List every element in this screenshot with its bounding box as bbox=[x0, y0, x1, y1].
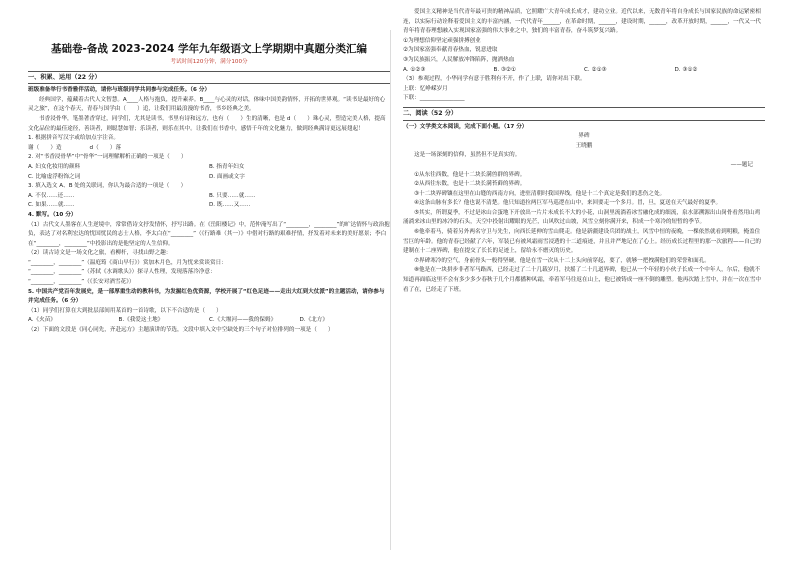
section-heading-1: 一、积累、运用（22 分） bbox=[28, 71, 390, 85]
option: B. 指青年妇女 bbox=[209, 163, 245, 170]
article-paragraph: ④这条山脉有多长？他也说不清楚。他只知道拉两巨军马巡逻在山中，来回要走一个多月。冒，旦，夏送在天气最好的夏季。 bbox=[414, 200, 722, 207]
question-4: 4. 默写。（10 分） bbox=[28, 211, 77, 218]
option-item: ②为国家富强奉献青春热血，锐意进取 bbox=[403, 47, 498, 54]
article-author: 王晓鹏 bbox=[575, 142, 593, 149]
question-1-items: 谢（ ）造 d（ ）落 bbox=[28, 144, 122, 151]
question-5-3: （3）参观过程，小华同学有意于胜利有不开，作了上联，请你对出下联。 bbox=[403, 76, 586, 83]
option: D. 面画或文字 bbox=[209, 173, 245, 180]
option: A. 不仅……还…… bbox=[28, 192, 75, 199]
article-paragraph: ②从西往东数，也是十二块长满苔藓的界碑。 bbox=[414, 181, 526, 188]
question-5-1: （1）同学们打算在大到批层部间用某首的一首诗歌，以下不合适的是（ ） bbox=[28, 307, 222, 314]
article-paragraph: ①从东往西数，他是十二块长满兽群的界碑。 bbox=[414, 171, 526, 178]
option: C.《大堰河——我的保姆》 bbox=[209, 317, 277, 324]
option: C. ②①③ bbox=[584, 66, 607, 73]
right-column bbox=[403, 8, 765, 295]
exam-meta: 考试时间120分钟，满分100分 bbox=[170, 59, 248, 65]
column-divider bbox=[390, 30, 391, 550]
passage-paragraph: 书香浸骨华，笔墨著香穿过，同学们，尤其是读书，书里有诗和远方，也有（ ）生的清晰，也是 d（ ）珠心灵，塑造完美人格，提高文化品位的最佳途径，善读者，则聪慧如智；乐读者，则乐在其中。让我们在书香中，感悟千年的文化魅力，做到经典满诗更远展翅起！ bbox=[28, 115, 386, 132]
question-1: 1. 根据拼音写汉字或给加点字注音。 bbox=[28, 135, 120, 142]
article-title: 界碑 bbox=[578, 133, 590, 140]
subsection-heading: （一）文学类文本阅读，完成下面小题。（17 分） bbox=[403, 123, 528, 130]
section-heading-2: 二、阅读（52 分） bbox=[403, 107, 765, 121]
passage-paragraph: 经典国学，蕴藏着古代人文智慧。A____人格与抱负，提升素养。B____与心灵的对话，体味中国美韵情怀，开拓的世界观。“读书是最好的心灵之旅”，在这个春天，青春与国学由（ ）追，让我们用最浪漫的书香，书乡经典之美。 bbox=[28, 96, 386, 113]
option: A. ①②③ bbox=[403, 66, 426, 73]
option: B. 只要……就…… bbox=[209, 192, 256, 199]
option: D. 既……又…… bbox=[209, 202, 251, 209]
option: D.《北方》 bbox=[299, 317, 328, 324]
option: A. 妇女化妆用的颜料 bbox=[28, 163, 81, 170]
question-4-2a: “________，________”（温庭筠《商山早行》）赏加木月色，月为忧来赏谈赏日： bbox=[28, 259, 227, 266]
question-4-2b: “________，________”（苏轼《水调歌头》）探寻人性理，发现落落冷净意： bbox=[28, 269, 216, 276]
question-2: 2. 对“书香浸骨华”中“骨华”一词理解解析正确的一项是（ ） bbox=[28, 154, 187, 161]
question-5-2: （2）下面的文段是《同心同先，齐赴远方》主题演讲的节选，文段中填入文中空缺处的三个句子对位排列的一项是（ ） bbox=[28, 327, 334, 334]
option: B. ③②① bbox=[493, 66, 516, 73]
page-title: 基础卷-备战 2023-2024 学年九年级语文上学期期中真题分类汇编 bbox=[51, 43, 367, 55]
couplet-lower: 下联：________________ bbox=[403, 95, 465, 102]
task-intro: 班级准备举行书香雅伴活动，请你与班级同学共同参与完成任务。（6 分） bbox=[28, 87, 211, 94]
option-item: ①为理想信仰坚定顽强拼搏创业 bbox=[403, 37, 481, 44]
question-5-1-options bbox=[28, 316, 390, 326]
question-2-options bbox=[28, 163, 390, 182]
question-3: 3. 填入选文 A、B 处的关联词，你认为最合适的一项是（ ） bbox=[28, 183, 187, 190]
article-paragraph: ⑦界碑寒冷的空气，身前骨头一般得坚硬，他是在雪一次从十二上头向前穿起，要了，就够一把拽满他们的荣誉和面孔。 bbox=[414, 257, 710, 264]
article-paragraph: ⑤其实，所谓夏季，不过是冰山合蛋地下开放出一片片未成长不大的小花，山洞里流淌着冰雪融化成的细流，泉水部溯源出山岗骨看然用山鸡涌淌来冰山里的冰冷的石头，天空中投射出耀眼的光芒，山风吹过山坡，风雪立刻你满开来，积成一个寒冷的短暂的季节。 bbox=[403, 209, 761, 226]
passage-paragraph: 爱国主义精神是当代青年最可贵的精神品质，它照耀广大青年成长成才，建功立业。近代以来，无数青年将自身成长与国家民族的命运紧密相连，以实际行动诠释着爱国主义的丰富内涵，一代代青年______，在革命时期，______，建设时期，______，改革开放时期，______，一代又一代青年将青春理想融入实现国家富强的伟大事业之中，独们的丰富青春，奋斗筑梦复兴路。 bbox=[403, 9, 762, 35]
article-paragraph: ⑥他牵着马，骑着另外两名守卫与先生，向西长延伸的雪山爬走。他是新疆建设兵团的战士，风雪中恒的夜晚，一棵依然就看到明粮，掩盖住雪巨的年龄。他的青春已经献了六年，军装已有被风霜雨雪浸透的十二道痕迹，并且并严地记在了心上。经历成长过程里的那一次旅程——自己的建制在十二座界碑，他在提交了长长的足迹上，留给永不磨灭的历史。 bbox=[403, 229, 762, 255]
option-item: ③为民族振兴，人民解放冲锋陷阵，抛洒热血 bbox=[403, 56, 515, 63]
option: C. 比喻虚浮粉饰之词 bbox=[28, 173, 81, 180]
left-column bbox=[28, 8, 390, 336]
option: B.《我爱这土地》 bbox=[118, 317, 164, 324]
question-4-1: （1）古代文人墨客在人生逆境中，常常借诗文抒发情怀，抒写出路。在《岳阳楼记》中，范仲淹写出了“________，________”的旷达情怀与政治抱负，表达了对名利宏达的忧国忧民的志士人格，李太白在“________”（《行路难（其一）》中借对行路的艰难抒情，抒发着对未来的美好愿景；李白在“________，________”中投影出的是他坚定的人生信仰。 bbox=[28, 221, 390, 247]
question-3-options bbox=[28, 192, 390, 211]
epigraph-source: ——题记 bbox=[730, 161, 753, 168]
order-options bbox=[403, 66, 765, 76]
couplet-upper: 上联：忆峥嵘岁月 bbox=[403, 85, 448, 92]
article-paragraph: ③十二块界碑镶在这里在山缝的西南方向，进驻清朝时我国界线，他是十二个真定是我们的悲伤之处。 bbox=[414, 190, 666, 197]
epigraph: 这是一场深刻的信仰，虽然但不是真实的。 bbox=[414, 152, 521, 159]
question-4-2c: “________，________”（《长安对酒雪花》） bbox=[28, 279, 135, 286]
question-4-2: （2）读古诗文是一场文化之旅，看柳杆，寻找山野之趣： bbox=[28, 250, 172, 257]
question-5: 5. 中国共产党百年发展史，是一部厚重生动的教科书，为发掘红色优资源，学校开展了“红色足迹——走出大红到大仗派”的主题活动，请你参与并完成任务。（6 分） bbox=[28, 288, 385, 305]
article-paragraph: ⑧他是在一块拼步非者军马路西，已经走过了二十几载岁月，扶摇了二十几道界碑，他已从一个年轻的小伙子长成一个中年人，尔后，他就不知道再面临这里不会有多少多少春秋于几个月都播种风霜，牵着军马往返在山上，他已被铸成一座不倒的雕塑。他再次踏上雪中，并在一次在雪中看了在，已经走了下班。 bbox=[403, 267, 762, 293]
option: C. 如果……就…… bbox=[28, 202, 75, 209]
option: A.《火苗》 bbox=[28, 317, 56, 324]
option: D. ③①② bbox=[674, 66, 698, 73]
